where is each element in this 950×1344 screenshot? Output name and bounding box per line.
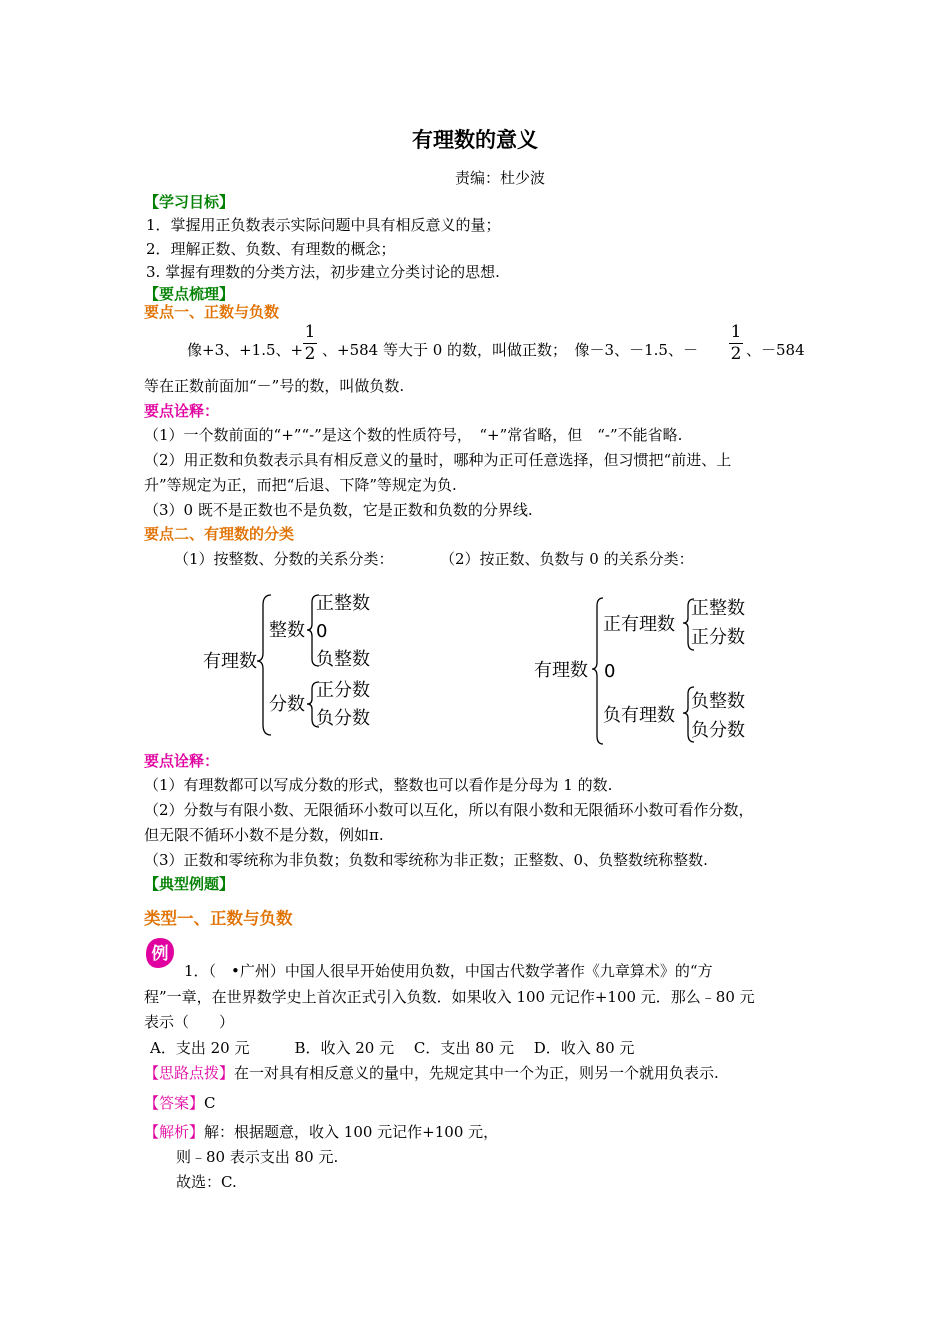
badge-label: 例	[151, 944, 169, 964]
note-line: （2）用正数和负数表示具有相反意义的量时，哪种为正可任意选择，但习惯把“前进、上	[144, 451, 732, 469]
fraction-half-positive	[303, 324, 317, 363]
example-badge	[145, 937, 175, 969]
classification-method-1: （1）按整数、分数的关系分类：	[174, 550, 394, 568]
answer-line	[144, 1094, 216, 1112]
notes2-heading: 要点诠释：	[144, 752, 220, 770]
editor-credit: 责编：杜少波	[454, 169, 545, 187]
analysis-label: 【解析】	[144, 1123, 205, 1141]
note-line: （1）有理数都可以写成分数的形式，整数也可以看作是分母为 1 的数.	[144, 776, 613, 794]
classification-tree-sign	[525, 590, 765, 750]
tree1-integer: 整数	[269, 620, 305, 641]
classification-method-2: （2）按正数、负数与 0 的关系分类：	[440, 550, 694, 568]
fraction-denominator: 2	[304, 344, 316, 364]
positive-examples: 像+3、+1.5、+	[187, 341, 304, 359]
tree2-root: 有理数	[534, 660, 588, 681]
point1-heading: 要点一、正数与负数	[144, 303, 280, 321]
negative-examples: 、+584 等大于 0 的数，叫做正数； 像－3、－1.5、－	[322, 341, 698, 359]
negative-definition: 等在正数前面加“－”号的数，叫做负数.	[144, 377, 405, 395]
answer-value: C	[204, 1094, 216, 1112]
goal-item: 2．理解正数、负数、有理数的概念；	[146, 240, 396, 258]
fraction-denominator: 2	[730, 344, 742, 364]
hint-label: 【思路点拨】	[144, 1064, 235, 1082]
goals-heading: 【学习目标】	[144, 193, 235, 211]
answer-options: A．支出 20 元 B．收入 20 元 C．支出 80 元 D．收入 80 元	[150, 1039, 635, 1057]
note-line: （3）0 既不是正数也不是负数，它是正数和负数的分界线.	[144, 501, 533, 519]
fraction-numerator: 1	[730, 322, 742, 342]
note-line: （2）分数与有限小数、无限循环小数可以互化，所以有限小数和无限循环小数可看作分数，	[144, 801, 754, 819]
analysis-line	[144, 1123, 498, 1141]
fraction-numerator: 1	[304, 322, 316, 342]
question-line: 表示（ ）	[144, 1013, 235, 1031]
tree2-positive-rational: 正有理数	[603, 614, 675, 635]
positive-definition	[187, 341, 303, 359]
goal-item: 3. 掌握有理数的分类方法，初步建立分类讨论的思想.	[146, 263, 500, 281]
type1-heading: 类型一、正数与负数	[144, 909, 293, 928]
tree1-zero: 0	[316, 621, 328, 642]
point2-heading: 要点二、有理数的分类	[144, 525, 295, 543]
tree2-negative-integer: 负整数	[691, 691, 745, 712]
answer-label: 【答案】	[144, 1094, 205, 1112]
brace	[592, 598, 603, 744]
note-line: （1）一个数前面的“+”“-”是这个数的性质符号， “+”常省略，但 “-”不能省略.	[144, 426, 683, 444]
hint-line	[144, 1064, 719, 1082]
examples-heading: 【典型例题】	[144, 875, 235, 893]
fraction-half-negative	[729, 324, 743, 363]
tree1-negative-integer: 负整数	[316, 649, 370, 670]
goal-item: 1．掌握用正负数表示实际问题中具有相反意义的量；	[146, 216, 501, 234]
negative-examples-end: 、－584	[746, 341, 805, 359]
note-line: （3）正数和零统称为非负数；负数和零统称为非正数；正整数、0、负整数统称整数.	[144, 851, 708, 869]
tree1-positive-integer: 正整数	[316, 593, 370, 614]
notes-heading: 要点诠释：	[144, 402, 220, 420]
tree2-positive-integer: 正整数	[691, 598, 745, 619]
note-line: 但无限不循环小数不是分数，例如π.	[144, 826, 384, 844]
tree1-negative-fraction: 负分数	[316, 708, 370, 729]
question-line: 1．（ •广州）中国人很早开始使用负数，中国古代数学著作《九章算术》的“方	[184, 962, 713, 980]
tree2-negative-rational: 负有理数	[603, 705, 675, 726]
points-heading: 【要点梳理】	[144, 285, 235, 303]
tree1-positive-fraction: 正分数	[316, 680, 370, 701]
analysis-line: 则﹣80 表示支出 80 元.	[176, 1148, 339, 1166]
classification-tree-integer-fraction	[195, 585, 395, 745]
tree1-root: 有理数	[203, 651, 257, 672]
tree1-fraction: 分数	[269, 694, 305, 715]
page-title: 有理数的意义	[412, 128, 538, 152]
analysis-line: 故选：C.	[176, 1173, 237, 1191]
note-line: 升”等规定为正，而把“后退、下降”等规定为负.	[144, 476, 457, 494]
question-line: 程”一章，在世界数学史上首次正式引入负数．如果收入 100 元记作+100 元．那么﹣80 元	[144, 988, 755, 1006]
tree2-negative-fraction: 负分数	[691, 720, 745, 741]
tree2-positive-fraction: 正分数	[691, 627, 745, 648]
hint-text: 在一对具有相反意义的量中，先规定其中一个为正，则另一个就用负表示.	[234, 1064, 719, 1082]
tree2-zero: 0	[604, 661, 616, 682]
analysis-text: 解：根据题意，收入 100 元记作+100 元，	[204, 1123, 499, 1141]
